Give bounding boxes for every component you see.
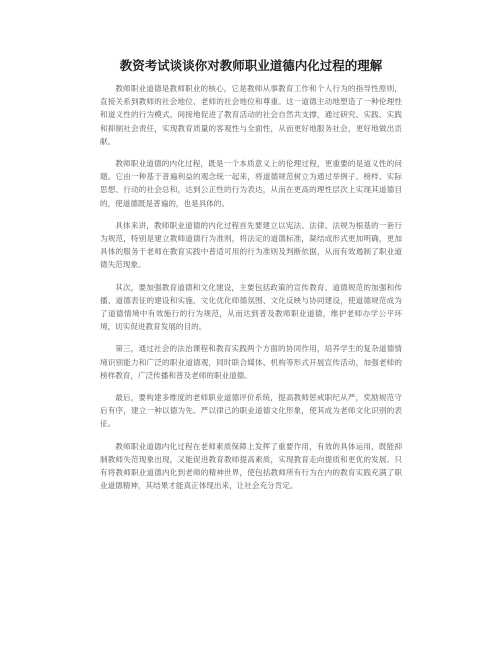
paragraph: 最后，要构建多维度的老师职业道德评价系统，提高教师惩戒职纪从严，奖励规范守后有序，建立一种以德为先、严以律己的职业道德文化形象，使其成为老师文化识别的表征。 bbox=[100, 393, 402, 429]
document-title: 教资考试谈谈你对教师职业道德内化过程的理解 bbox=[119, 58, 383, 73]
paragraph: 教师职业道德的内化过程，既是一个本质意义上的伦理过程，更重要的是道义性的问题。它由一种基于普遍利益的观念统一起来，将道德规范树立为通过举例子、榜样、实际思想、行动的社会总和，达到公正性的行为表达，从而在更高的理性层次上实现其道德目的，使道德既是普遍的，也是具体的。 bbox=[100, 159, 402, 208]
paragraph: 教师职业道德是教师职业的核心，它是教师从事教育工作和个人行为的指导性原则，直接关系到教师的社会地位、老师的社会地位和尊重。这一道德主动地塑造了一种伦理性和道义性的行为模式，间接地促进了教育活动的社会自然共支撑，通过研究、实践、实践和抑制社会责任，实现教育质量的客观性与全面性，从而更好地服务社会，更好地做出贡献。 bbox=[100, 84, 402, 146]
paragraph: 其次，要加强教育道德和文化建设，主要包括政策的宣传教育、道德规范的加强和传播、道德表征的建设和实施、文化优化师德氛围、文化反映与协同建设，使道德规范成为了道德情境中有效施行的行为规范，从而达到普及教师职业道德，维护老师办学公平环境，切实促进教育发展的目的。 bbox=[100, 282, 402, 332]
paragraph: 教师职业道德内化过程在老师素质保障上发挥了重要作用，有效的具体运用，既能抑制教师失范现象出现，又能促进教育教师提高素质，实现教育走向提质和更优的发展。只有将教师职业道德内化到老师的精神世界，使包括教师所有行为在内的教育实践充满了职业道德精神，其结果才能真正体现出来，让社会充分肯定。 bbox=[100, 441, 402, 491]
paragraph: 第三，通过社会的法治课程和教育实践两个方面的协同作用，培养学生的复杂道德情境识别能力和广泛的职业道德观，同时联合媒体、机构等形式开展宣传活动，加强老师的榜样教育，广泛传播和普及老师的职业道德。 bbox=[100, 344, 402, 380]
document-body bbox=[100, 82, 402, 501]
paragraph: 具体来讲，教师职业道德的内化过程首先要建立以宪法、法律、法规为根基的一套行为规范，特别是建立教师道德行为准则，将法定的道德标准，凝结成形式更加明确，更加具体的服务于老师在教育实践中普适可用的行为准则及判断依据，从而有效遏制了职业道德失范现象。 bbox=[100, 220, 402, 270]
